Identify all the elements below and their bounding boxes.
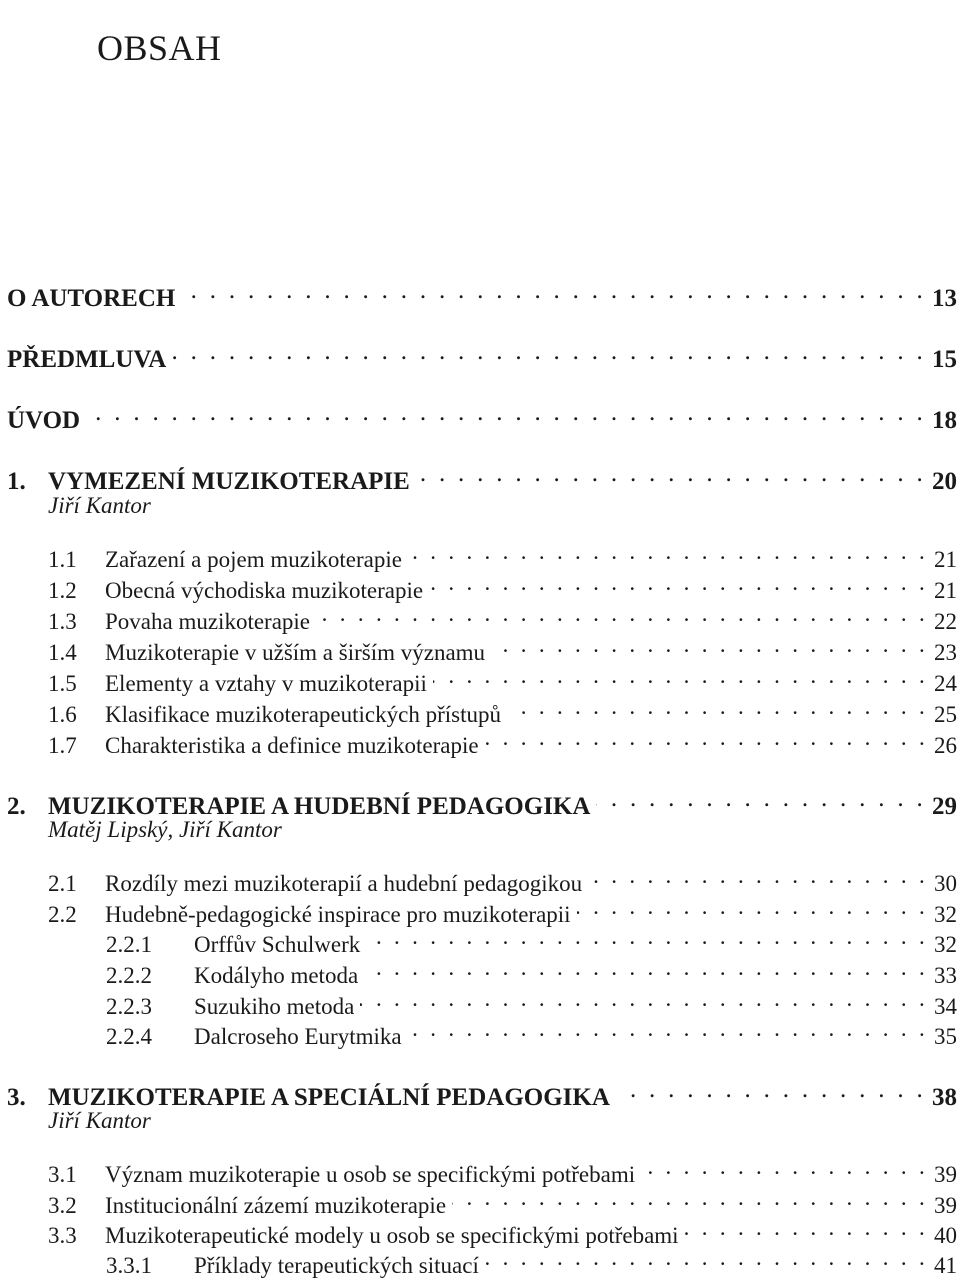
toc-page-number: 35	[934, 1024, 957, 1049]
subsection-title: Příklady terapeutických situací	[194, 1253, 479, 1278]
toc-subsection-2-2-3[interactable]	[106, 984, 957, 1019]
toc-page-number: 39	[934, 1193, 957, 1218]
toc-page-number: 13	[932, 285, 957, 312]
toc-subsection-3-3-1[interactable]	[106, 1243, 957, 1278]
section-number: 3.1	[48, 1162, 77, 1187]
toc-section-3-1[interactable]	[48, 1152, 957, 1187]
toc-section-1-1[interactable]	[48, 537, 957, 572]
section-title: Hudebně-pedagogické inspirace pro muzikoterapii	[105, 902, 571, 927]
toc-entry-o-autorech[interactable]	[7, 276, 957, 312]
section-title: Obecná východiska muzikoterapie	[105, 578, 424, 603]
section-title: Charakteristika a definice muzikoterapie	[105, 733, 479, 758]
subsection-title: Suzukiho metoda	[194, 994, 355, 1019]
section-title: Institucionální zázemí muzikoterapie	[105, 1193, 447, 1218]
toc-page-number: 21	[934, 547, 957, 572]
dot-leader	[452, 1183, 928, 1213]
dot-leader	[408, 537, 928, 567]
dot-leader	[616, 1075, 926, 1105]
chapter-author: Matěj Lipský, Jiří Kantor	[48, 817, 282, 842]
toc-section-1-3[interactable]	[48, 599, 957, 634]
chapter-title: MUZIKOTERAPIE A HUDEBNÍ PEDAGOGIKA	[48, 793, 591, 820]
toc-section-2-1[interactable]	[48, 861, 957, 896]
section-number: 1.7	[48, 733, 77, 758]
toc-section-1-4[interactable]	[48, 630, 957, 665]
subsection-title: Kodályho metoda	[194, 963, 359, 988]
dot-leader	[685, 1213, 928, 1243]
dot-leader	[86, 398, 926, 428]
toc-chapter-3[interactable]	[7, 1075, 957, 1111]
toc-entry-label: O AUTORECH	[7, 285, 176, 312]
subsection-title: Dalcroseho Eurytmika	[194, 1024, 402, 1049]
toc-page-number: 40	[934, 1223, 957, 1248]
dot-leader	[316, 599, 928, 629]
dot-leader	[491, 630, 928, 660]
dot-leader	[366, 922, 928, 952]
subsection-number: 2.2.2	[106, 963, 152, 988]
toc-entry-predmluva[interactable]	[7, 337, 957, 373]
page-title: OBSAH	[97, 28, 222, 68]
dot-leader	[507, 692, 928, 722]
toc-subsection-2-2-4[interactable]	[106, 1014, 957, 1049]
toc-page-number: 23	[934, 640, 957, 665]
toc-subsection-2-2-1[interactable]	[106, 922, 957, 957]
toc-page-number: 22	[934, 609, 957, 634]
toc-chapter-2[interactable]	[7, 784, 957, 820]
dot-leader	[408, 1014, 928, 1044]
section-number: 3.2	[48, 1193, 77, 1218]
toc-page-number: 24	[934, 671, 957, 696]
section-number: 1.4	[48, 640, 77, 665]
toc-page-number: 25	[934, 702, 957, 727]
section-title: Elementy a vztahy v muzikoterapii	[105, 671, 427, 696]
toc-page-number: 32	[934, 932, 957, 957]
toc-chapter-1[interactable]	[7, 459, 957, 495]
toc-page-number: 30	[934, 871, 957, 896]
dot-leader	[641, 1152, 928, 1182]
dot-leader	[360, 984, 928, 1014]
chapter-author: Jiří Kantor	[48, 493, 151, 518]
section-title: Rozdíly mezi muzikoterapií a hudební pedagogikou	[105, 871, 583, 896]
toc-page-number: 33	[934, 963, 957, 988]
subsection-title: Orffův Schulwerk	[194, 932, 361, 957]
dot-leader	[596, 784, 926, 814]
subsection-number: 2.2.3	[106, 994, 152, 1019]
dot-leader	[485, 1243, 928, 1273]
dot-leader	[429, 568, 928, 598]
toc-section-2-2[interactable]	[48, 892, 957, 927]
dot-leader	[588, 861, 928, 891]
toc-page-number: 39	[934, 1162, 957, 1187]
toc-page-number: 34	[934, 994, 957, 1019]
toc-section-3-3[interactable]	[48, 1213, 957, 1248]
toc-section-1-7[interactable]	[48, 723, 957, 758]
dot-leader	[416, 459, 926, 489]
section-number: 1.6	[48, 702, 77, 727]
toc-page-number: 26	[934, 733, 957, 758]
toc-page-number: 18	[932, 407, 957, 434]
section-number: 1.3	[48, 609, 77, 634]
dot-leader	[181, 276, 926, 306]
section-title: Povaha muzikoterapie	[105, 609, 311, 634]
toc-page-number: 20	[932, 468, 957, 495]
chapter-author: Jiří Kantor	[48, 1108, 151, 1133]
toc-page-number: 21	[934, 578, 957, 603]
dot-leader	[577, 892, 928, 922]
subsection-number: 2.2.4	[106, 1024, 152, 1049]
subsection-number: 3.3.1	[106, 1253, 152, 1278]
section-number: 2.1	[48, 871, 77, 896]
subsection-number: 2.2.1	[106, 932, 152, 957]
toc-entry-label: ÚVOD	[7, 407, 81, 434]
toc-section-3-2[interactable]	[48, 1183, 957, 1218]
toc-page-number: 38	[932, 1084, 957, 1111]
toc-entry-uvod[interactable]	[7, 398, 957, 434]
section-number: 1.1	[48, 547, 77, 572]
toc-section-1-5[interactable]	[48, 661, 957, 696]
dot-leader	[172, 337, 926, 367]
section-number: 1.2	[48, 578, 77, 603]
section-title: Zařazení a pojem muzikoterapie	[105, 547, 402, 572]
dot-leader	[433, 661, 928, 691]
dot-leader	[364, 953, 928, 983]
section-number: 2.2	[48, 902, 77, 927]
chapter-title: MUZIKOTERAPIE A SPECIÁLNÍ PEDAGOGIKA	[48, 1084, 610, 1111]
section-number: 1.5	[48, 671, 77, 696]
toc-page-number: 29	[932, 793, 957, 820]
chapter-title: VYMEZENÍ MUZIKOTERAPIE	[48, 468, 410, 495]
section-number: 3.3	[48, 1223, 77, 1248]
dot-leader	[485, 723, 928, 753]
toc-section-1-6[interactable]	[48, 692, 957, 727]
section-title: Klasifikace muzikoterapeutických přístupů	[105, 702, 501, 727]
section-title: Muzikoterapeutické modely u osob se specifickými potřebami	[105, 1223, 679, 1248]
toc-page-number: 32	[934, 902, 957, 927]
toc-section-1-2[interactable]	[48, 568, 957, 603]
chapter-number: 1.	[7, 468, 26, 495]
toc-subsection-2-2-2[interactable]	[106, 953, 957, 988]
toc-page-number: 15	[932, 346, 957, 373]
toc-page-number: 41	[934, 1253, 957, 1278]
toc-entry-label: PŘEDMLUVA	[7, 346, 167, 373]
section-title: Význam muzikoterapie u osob se specifickými potřebami	[105, 1162, 636, 1187]
chapter-number: 3.	[7, 1084, 26, 1111]
section-title: Muzikoterapie v užším a širším významu	[105, 640, 486, 665]
chapter-number: 2.	[7, 793, 26, 820]
